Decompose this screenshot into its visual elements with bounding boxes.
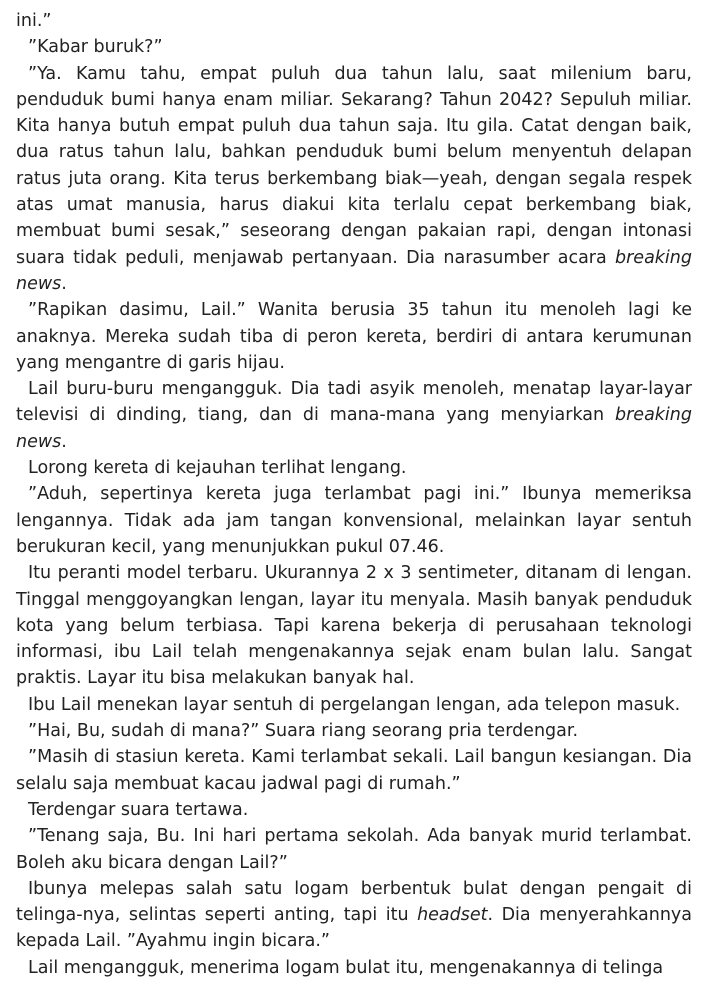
- body-paragraph: [16, 876, 692, 955]
- italic-text: breaking news: [16, 247, 692, 294]
- body-paragraph: [16, 823, 692, 876]
- paragraph-text: Ibunya melepas salah satu logam berbentuk bulat dengan pengait di telinga-nya, selintas seperti anting, tapi itu: [16, 878, 692, 926]
- italic-text: headset: [417, 905, 488, 926]
- body-paragraph: [16, 61, 692, 298]
- paragraph-text: ”Aduh, sepertinya kereta juga terlambat pagi ini.” Ibunya memeriksa lengannya. Tidak ada jam tangan konvensional, melainkan layar sentuh berukuran kecil, yang menunjukkan pukul 07.46.: [16, 484, 692, 557]
- body-paragraph: [16, 8, 692, 34]
- body-paragraph: [16, 376, 692, 455]
- body-paragraph: [16, 297, 692, 376]
- paragraph-text: Lorong kereta di kejauhan terlihat lengang.: [28, 458, 407, 479]
- body-paragraph: [16, 481, 692, 560]
- body-paragraph: [16, 560, 692, 691]
- body-paragraph: [16, 744, 692, 797]
- paragraph-text: . Dia menyerahkannya kepada Lail. ”Ayahmu ingin bicara.”: [16, 905, 692, 952]
- body-paragraph: [16, 455, 692, 481]
- body-paragraph: [16, 34, 692, 60]
- document-page: [16, 8, 692, 981]
- paragraph-text: Lail mengangguk, menerima logam bulat itu, mengenakannya di telinga: [28, 957, 664, 978]
- paragraph-text: ”Ya. Kamu tahu, empat puluh dua tahun lalu, saat milenium baru, penduduk bumi hanya enam miliar. Sekarang? Tahun 2042? Sepuluh miliar. Kita hanya butuh empat puluh dua tahun saja. Itu gila. Catat dengan baik, dua ratus tahun lalu, bahkan penduduk bumi belum menyentuh delapan ratus juta orang. Kita terus berkembang biak—yeah, dengan segala respek atas umat manusia, harus diakui kita terlalu cepat berkembang biak, membuat bumi sesak,” seseorang dengan pakaian rapi, dengan intonasi suara tidak peduli, menjawab pertanyaan. Dia narasumber acara: [16, 63, 692, 268]
- paragraph-text: ini.”: [16, 11, 52, 31]
- paragraph-text: ”Kabar buruk?”: [28, 37, 163, 58]
- paragraph-text: ”Masih di stasiun kereta. Kami terlambat sekali. Lail bangun kesiangan. Dia selalu saja membuat kacau jadwal pagi di rumah.”: [16, 747, 692, 794]
- paragraph-text: ”Tenang saja, Bu. Ini hari pertama sekolah. Ada banyak murid terlambat. Boleh aku bicara dengan Lail?”: [16, 826, 692, 873]
- body-paragraph: [16, 955, 692, 981]
- paragraph-text: Itu peranti model terbaru. Ukurannya 2 x 3 sentimeter, ditanam di lengan. Tinggal menggoyangkan lengan, layar itu menyala. Masih banyak penduduk kota yang belum terbiasa. Tapi karena bekerja di perusahaan teknologi informasi, ibu Lail telah mengenakannya sejak enam bulan lalu. Sangat praktis. Layar itu bisa melakukan banyak hal.: [16, 563, 692, 689]
- paragraph-text: Ibu Lail menekan layar sentuh di pergelangan lengan, ada telepon masuk.: [28, 694, 681, 715]
- paragraph-text: ”Hai, Bu, sudah di mana?” Suara riang seorang pria terdengar.: [28, 721, 579, 742]
- paragraph-text: .: [61, 273, 67, 294]
- italic-text: breaking news: [16, 405, 692, 452]
- body-paragraph: [16, 718, 692, 744]
- paragraph-text: Terdengar suara tertawa.: [28, 799, 249, 820]
- paragraph-text: ”Rapikan dasimu, Lail.” Wanita berusia 35 tahun itu menoleh lagi ke anaknya. Mereka sudah tiba di peron kereta, berdiri di antara kerumunan yang mengantre di garis hijau.: [16, 300, 692, 373]
- paragraph-text: .: [61, 431, 67, 452]
- body-paragraph: [16, 797, 692, 823]
- body-paragraph: [16, 692, 692, 718]
- paragraph-text: Lail buru-buru mengangguk. Dia tadi asyik menoleh, menatap layar-layar televisi di dinding, tiang, dan di mana-mana yang menyiarkan: [16, 379, 692, 426]
